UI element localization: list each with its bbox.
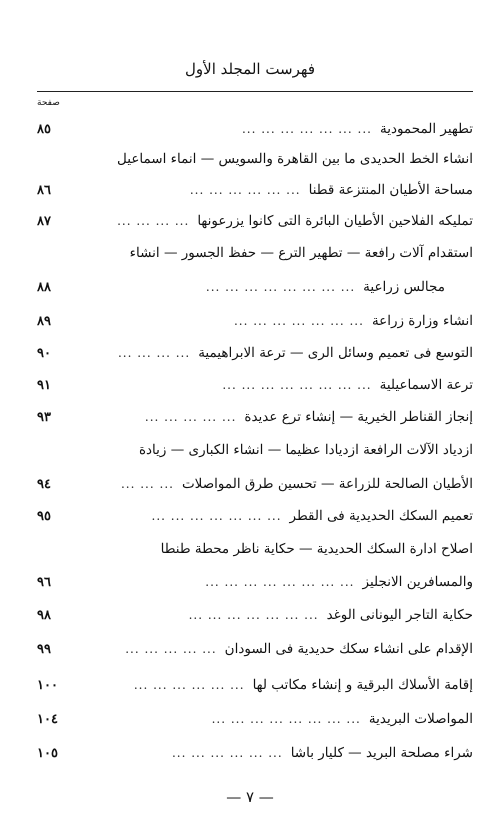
toc-entry-text: والمسافرين الانجليز (362, 574, 473, 590)
toc-entry (37, 308, 473, 334)
toc-entry (37, 208, 473, 234)
toc-page-number: ٩٦ (37, 574, 51, 590)
toc-entry-text: تمليكه الفلاحين الأطيان البائرة التى كانوا يزرعونها (197, 213, 473, 229)
toc-page-number: ٨٨ (37, 279, 51, 295)
toc-leader-dots: ... ... ... ... ... ... ... (188, 608, 319, 622)
toc-leader-dots: ... ... ... ... ... ... ... ... (211, 712, 361, 726)
toc-entry-text: شراء مصلحة البريد — كليار باشا (290, 745, 473, 761)
toc-entry (37, 240, 473, 266)
toc-entry-text: الإقدام على انشاء سكك حديدية فى السودان (224, 641, 473, 657)
toc-leader-dots: ... ... ... ... (117, 214, 190, 228)
toc-page-number: ٩٣ (37, 409, 51, 425)
toc-page-number: ٨٧ (37, 213, 51, 229)
toc-entry-text: مجالس زراعية (363, 279, 445, 295)
toc-entry-text: استقدام آلات رافعة — تطهير الترع — حفظ الجسور — انشاء (129, 245, 473, 261)
toc-page-number: ١٠٥ (37, 745, 58, 761)
toc-page-number: ٩٩ (37, 641, 51, 657)
toc-entry (37, 177, 473, 203)
toc-entry (37, 404, 473, 430)
toc-leader-dots: ... ... ... (120, 477, 174, 491)
toc-entry (37, 274, 473, 300)
toc-entry-text: تعميم السكك الحديدية فى القطر (289, 508, 473, 524)
toc-leader-dots: ... ... ... ... ... ... ... (233, 314, 364, 328)
page-column-label: صفحة (37, 98, 60, 108)
toc-entry-text: التوسع فى تعميم وسائل الرى — ترعة الابراهيمية (198, 345, 473, 361)
toc-page-number: ٩٠ (37, 345, 51, 361)
toc-entry (37, 569, 473, 595)
toc-entry-text: مساحة الأطيان المنتزعة قطنا (308, 182, 473, 198)
toc-leader-dots: ... ... ... ... ... (144, 410, 237, 424)
toc-entry (37, 503, 473, 529)
toc-page-number: ٨٥ (37, 121, 51, 137)
toc-entry (37, 672, 473, 698)
toc-entry-text: ازدياد الآلات الرافعة ازديادا عظيما — انشاء الكبارى — زيادة (138, 442, 473, 458)
table-of-contents (37, 0, 473, 821)
toc-leader-dots: ... ... ... ... ... ... ... ... (222, 378, 372, 392)
toc-entry (37, 602, 473, 628)
toc-page-number: ٨٦ (37, 182, 51, 198)
toc-entry (37, 471, 473, 497)
toc-entry (37, 740, 473, 766)
toc-leader-dots: ... ... ... ... ... (125, 642, 217, 656)
toc-entry (37, 116, 473, 142)
toc-leader-dots: ... ... ... ... ... ... (189, 183, 301, 197)
toc-entry (37, 536, 473, 562)
toc-entry-text: اصلاح ادارة السكك الحديدية — حكاية ناظر محطة طنطا (160, 541, 473, 557)
toc-leader-dots: ... ... ... ... ... ... (171, 746, 283, 760)
toc-entry (37, 340, 473, 366)
toc-entry (37, 372, 473, 398)
toc-entry-text: انشاء وزارة زراعة (371, 313, 473, 329)
toc-leader-dots: ... ... ... ... ... ... ... ... (205, 575, 355, 589)
page-header-title: فهرست المجلد الأول (185, 60, 315, 78)
toc-page-number: ٨٩ (37, 313, 51, 329)
toc-page-number: ٩٤ (37, 476, 51, 492)
toc-entry-text: ترعة الاسماعيلية (379, 377, 473, 393)
toc-entry-text: إقامة الأسلاك البرقية و إنشاء مكاتب لها (252, 677, 473, 693)
toc-entry (37, 636, 473, 662)
toc-entry-text: إنجاز القناطر الخيرية — إنشاء ترع عديدة (244, 409, 473, 425)
toc-page-number: ١٠٠ (37, 677, 58, 693)
toc-entry (37, 146, 473, 172)
toc-entry (37, 437, 473, 463)
toc-entry-text: حكاية التاجر اليونانى الوغد (326, 607, 473, 623)
toc-entry-text: المواصلات البريدية (368, 711, 473, 727)
toc-leader-dots: ... ... ... ... ... ... ... (151, 509, 282, 523)
toc-entry-text: تطهير المحمودية (379, 121, 473, 137)
toc-leader-dots: ... ... ... ... ... ... (133, 678, 245, 692)
toc-page-number: ٩٥ (37, 508, 51, 524)
toc-entry (37, 706, 473, 732)
toc-page-number: ١٠٤ (37, 711, 58, 727)
toc-entry-text: انشاء الخط الحديدى ما بين القاهرة والسويس — انماء اسماعيل (117, 151, 473, 167)
toc-entry-text: الأطيان الصالحة للزراعة — تحسين طرق المواصلات (181, 476, 473, 492)
toc-leader-dots: ... ... ... ... (117, 346, 191, 360)
toc-page-number: ٩٨ (37, 607, 51, 623)
toc-leader-dots: ... ... ... ... ... ... ... (241, 122, 372, 136)
page-number: — ٧ — (226, 788, 274, 806)
toc-page-number: ٩١ (37, 377, 51, 393)
toc-leader-dots: ... ... ... ... ... ... ... ... (205, 280, 356, 294)
